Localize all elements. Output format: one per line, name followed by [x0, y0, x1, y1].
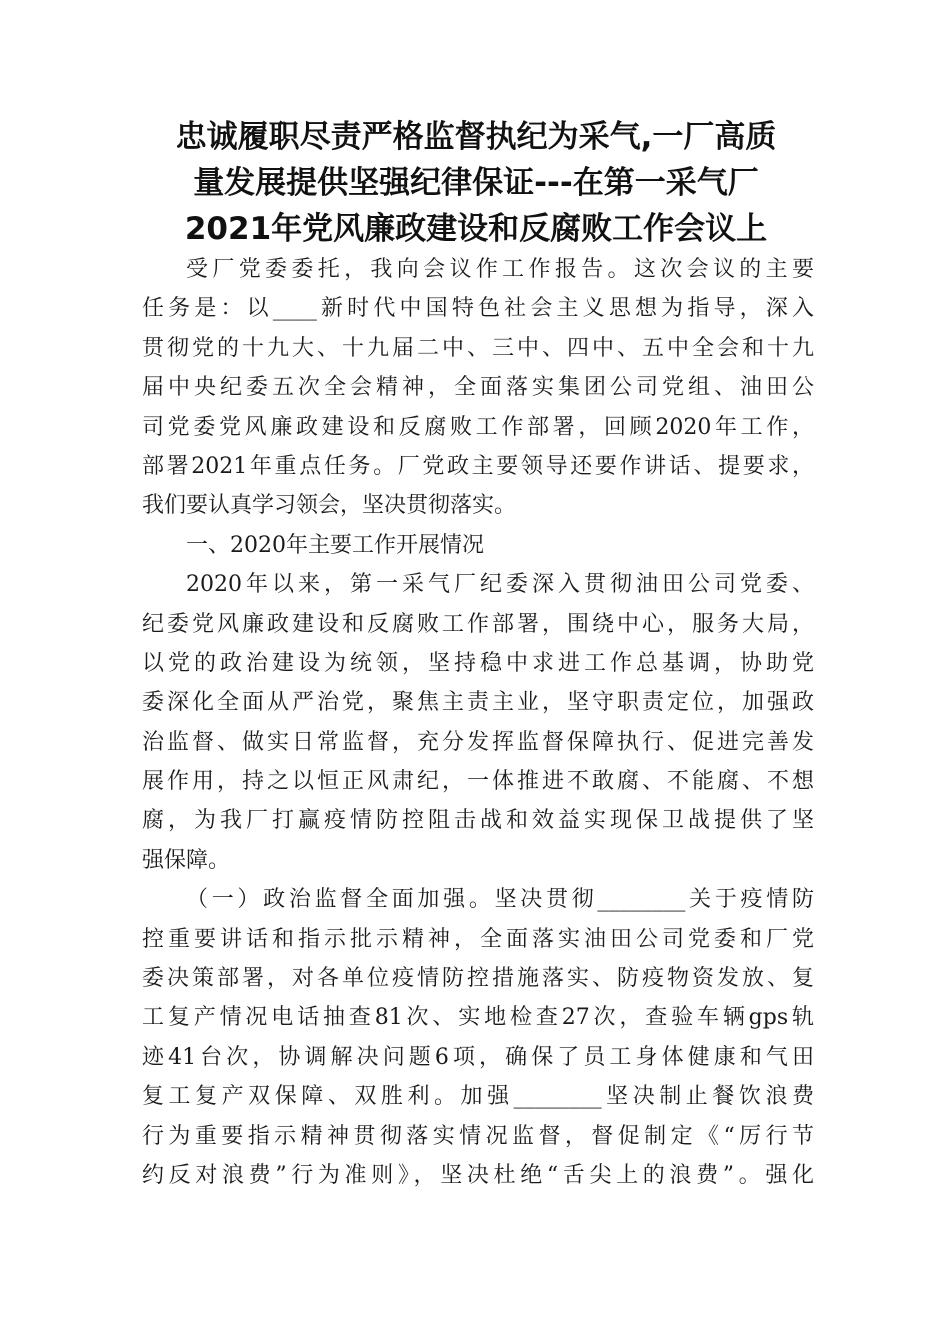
paragraph-line: 司党委党风廉政建设和反腐败工作部署，回顾2020年工作，	[142, 414, 814, 440]
paragraph-summary	[142, 565, 814, 880]
section-heading-text: 一、2020年主要工作开展情况	[186, 532, 484, 558]
title-line: 2021年党风廉政建设和反腐败工作会议上	[184, 211, 768, 247]
paragraph-line: 受厂党委委托，我向会议作工作报告。这次会议的主要	[186, 257, 814, 282]
document-body	[142, 250, 814, 1195]
paragraph-line: 任务是：以____新时代中国特色社会主义思想为指导，深入	[142, 296, 814, 322]
title-line: 量发展提供坚强纪律保证---在第一采气厂	[193, 165, 759, 201]
paragraph-line: 腐，为我厂打赢疫情防控阻击战和效益实现保卫战提供了坚	[142, 808, 814, 834]
document-title	[140, 114, 812, 252]
paragraph-line: 委决策部署，对各单位疫情防控措施落实、防疫物资发放、复	[142, 966, 814, 992]
paragraph-line: 约反对浪费”行为准则》，坚决杜绝“舌尖上的浪费”。强化	[142, 1162, 814, 1188]
paragraph-political-supervision	[142, 880, 814, 1195]
paragraph-line: 我们要认真学习领会，坚决贯彻落实。	[142, 493, 517, 519]
paragraph-line: 治监督、做实日常监督，充分发挥监督保障执行、促进完善发	[142, 729, 814, 755]
paragraph-line: 贯彻党的十九大、十九届二中、三中、四中、五中全会和十九	[142, 335, 814, 361]
paragraph-line: 强保障。	[142, 847, 231, 873]
paragraph-line: 纪委党风廉政建设和反腐败工作部署，围绕中心，服务大局，	[142, 611, 814, 637]
title-line: 忠诚履职尽责严格监督执纪为采气,一厂高质	[175, 119, 777, 155]
paragraph-line: 控重要讲话和指示批示精神，全面落实油田公司党委和厂党	[142, 926, 814, 952]
section-heading	[142, 526, 814, 565]
paragraph-line: 展作用，持之以恒正风肃纪，一体推进不敢腐、不能腐、不想	[142, 769, 814, 795]
paragraph-line: 工复产情况电话抽查81次、实地检查27次，查验车辆gps轨	[142, 1005, 814, 1031]
paragraph-line: （一）政治监督全面加强。坚决贯彻________关于疫情防	[186, 887, 814, 913]
paragraph-line: 委深化全面从严治党，聚焦主责主业，坚守职责定位，加强政	[142, 690, 814, 716]
paragraph-line: 以党的政治建设为统领，坚持稳中求进工作总基调，协助党	[142, 650, 814, 676]
paragraph-line: 复工复产双保障、双胜利。加强________坚决制止餐饮浪费	[142, 1084, 814, 1110]
paragraph-line: 届中央纪委五次全会精神，全面落实集团公司党组、油田公	[142, 375, 814, 401]
paragraph-intro	[142, 250, 814, 526]
paragraph-line: 行为重要指示精神贯彻落实情况监督，督促制定《“厉行节	[142, 1123, 814, 1149]
paragraph-line: 迹41台次，协调解决问题6项，确保了员工身体健康和气田	[142, 1044, 814, 1070]
paragraph-line: 2020年以来，第一采气厂纪委深入贯彻油田公司党委、	[186, 572, 814, 598]
paragraph-line: 部署2021年重点任务。厂党政主要领导还要作讲话、提要求，	[142, 453, 814, 479]
